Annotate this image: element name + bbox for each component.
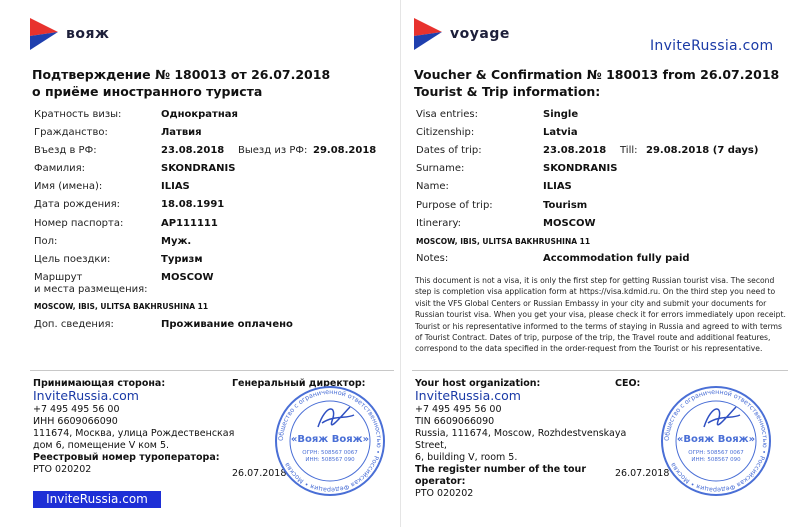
stamp-ogrn-en: ОГРН: 508567 0067 [688,450,744,456]
dates-value: 23.08.2018 [543,145,607,156]
company-stamp-en [660,385,772,497]
brand-wordmark: вояж [66,26,110,42]
brand-logo-icon [30,18,58,50]
footer-divider-en [412,370,788,371]
host-phone: +7 495 495 56 00 [33,404,120,415]
visa-value: Однократная [161,109,238,120]
visa-entries-value: Single [543,109,579,120]
name-value-en: ILIAS [543,181,572,192]
notes-value: Проживание оплачено [161,319,293,330]
host-address-en-1: Russia, 111674, Moscow, Rozhdestvenskaya [415,428,627,439]
registry-label-en-2: operator: [415,476,466,487]
route-label-2: и места размещения: [34,284,148,295]
document-title: Подтверждение № 180013 от 26.07.2018 о приёме иностранного туриста [32,67,331,99]
itinerary-label: Itinerary: [416,218,462,229]
surname-label: Фамилия: [34,163,86,174]
till-value: 29.08.2018 (7 days) [646,145,759,156]
company-stamp [274,385,386,497]
invite-russia-banner[interactable]: InviteRussia.com [33,491,161,508]
surname-value-en: SKONDRANIS [543,163,618,174]
host-address-en-2: Street, [415,440,447,451]
purpose-label: Цель поездки: [34,254,111,265]
citizenship-value: Латвия [161,127,202,138]
registry-label: Реестровый номер туроператора: [33,452,220,463]
sex-label: Пол: [34,236,58,247]
exit-label: Выезд из РФ: [238,145,308,156]
citizenship-value-en: Latvia [543,127,578,138]
till-label: Till: [620,145,638,156]
brand-logo-en [414,18,510,50]
purpose-value-en: Tourism [543,200,588,211]
name-value: ILIAS [161,181,190,192]
brand-logo-icon-en [414,18,442,50]
registry-number: РТО 020202 [33,464,92,475]
entry-label: Въезд в РФ: [34,145,97,156]
registry-number-en: PTO 020202 [415,488,474,499]
stamp-inn: ИНН: 508567 090 [305,457,355,463]
site-link[interactable]: InviteRussia.com [650,38,774,54]
route-value: MOSCOW [161,272,214,283]
host-block-en [415,378,626,500]
dates-label: Dates of trip: [416,145,482,156]
signature-scribble-en [704,407,740,427]
visa-notice: This document is not a visa, it is only the first step for getting Russian tourist visa. The second step is completion visa application form at https://visa.kdmid.ru. On the third step you need to visit the VFS Global Centers or Russian Embassy in your city and submit your documents for Russian tourist visa. When you get your visa, please check it for errors immediately upon receipt. Tourist or his representative informed to the terms of staying in Russia and agreed to with terms of Tourist Contract. Dates of trip, purpose of the trip, the Travel route and additional features, correspond to the data specified in the order-request from the Tourist or his representative. [415,276,786,354]
purpose-label-en: Purpose of trip: [416,200,493,211]
notes-label: Доп. сведения: [34,319,114,330]
host-inn: ИНН 6609066090 [33,416,118,427]
stamp-brand: «Вояж Вояж» [290,434,370,445]
sex-value: Муж. [161,236,192,247]
director-label: Генеральный директор: [232,378,366,389]
host-block [33,378,234,476]
route-label: Маршрут [34,272,83,283]
stamp-ring-text: Общество с ограниченной ответственностью • Российская Федерация • Москва [276,387,384,495]
citizenship-label-en: Citizenship: [416,127,475,138]
brand-logo [30,18,109,50]
brand-wordmark-en: voyage [450,26,510,42]
hotel-address-en: MOSCOW, IBIS, ULITSA BAKHRUSHINA 11 [416,237,591,246]
notes-label-en: Notes: [416,253,449,264]
host-label-en: Your host organization: [415,378,541,389]
name-label: Имя (имена): [34,181,103,192]
entry-value: 23.08.2018 [161,145,225,156]
stamp-ring-text-en: Общество с ограниченной ответственностью • Российская Федерация • Москва [662,387,770,495]
surname-label-en: Surname: [416,163,465,174]
host-tin: TIN 6609066090 [415,416,495,427]
surname-value: SKONDRANIS [161,163,236,174]
host-phone-en: +7 495 495 56 00 [415,404,502,415]
signature-scribble [318,407,354,427]
footer-divider [30,370,394,371]
stamp-inn-en: ИНН: 508567 090 [691,457,741,463]
signature-date-en: 26.07.2018 [615,468,670,479]
hotel-address: MOSCOW, IBIS, ULITSA BAKHRUSHINA 11 [34,302,209,311]
signature-date: 26.07.2018 [232,468,287,479]
host-address-1: 111674, Москва, улица Рождественская [33,428,235,439]
voucher-title: Voucher & Confirmation № 180013 from 26.07.2018 Tourist & Trip information: [414,67,780,99]
passport-label: Номер паспорта: [34,218,124,229]
exit-value: 29.08.2018 [313,145,377,156]
host-site-link[interactable]: InviteRussia.com [33,388,139,403]
dob-label: Дата рождения: [34,199,121,210]
stamp-brand-en: «Вояж Вояж» [676,434,756,445]
host-site-link-en[interactable]: InviteRussia.com [415,388,521,403]
itinerary-value: MOSCOW [543,218,596,229]
notes-value-en: Accommodation fully paid [543,253,690,264]
registry-label-en: The register number of the tour [415,464,587,475]
passport-value: AP111111 [161,218,218,229]
name-label-en: Name: [416,181,449,192]
host-address-2: дом 6, помещение V ком 5. [33,440,170,451]
visa-entries-label: Visa entries: [416,109,478,120]
ceo-label-block [615,378,640,390]
host-label: Принимающая сторона: [33,378,166,389]
stamp-ogrn: ОГРН: 508567 0067 [302,450,358,456]
dob-value: 18.08.1991 [161,199,225,210]
visa-label: Кратность визы: [34,109,122,120]
host-address-en-3: 6, building V, room 5. [415,452,518,463]
ceo-label: CEO: [615,378,641,389]
purpose-value: Туризм [161,254,203,265]
citizenship-label: Гражданство: [34,127,108,138]
